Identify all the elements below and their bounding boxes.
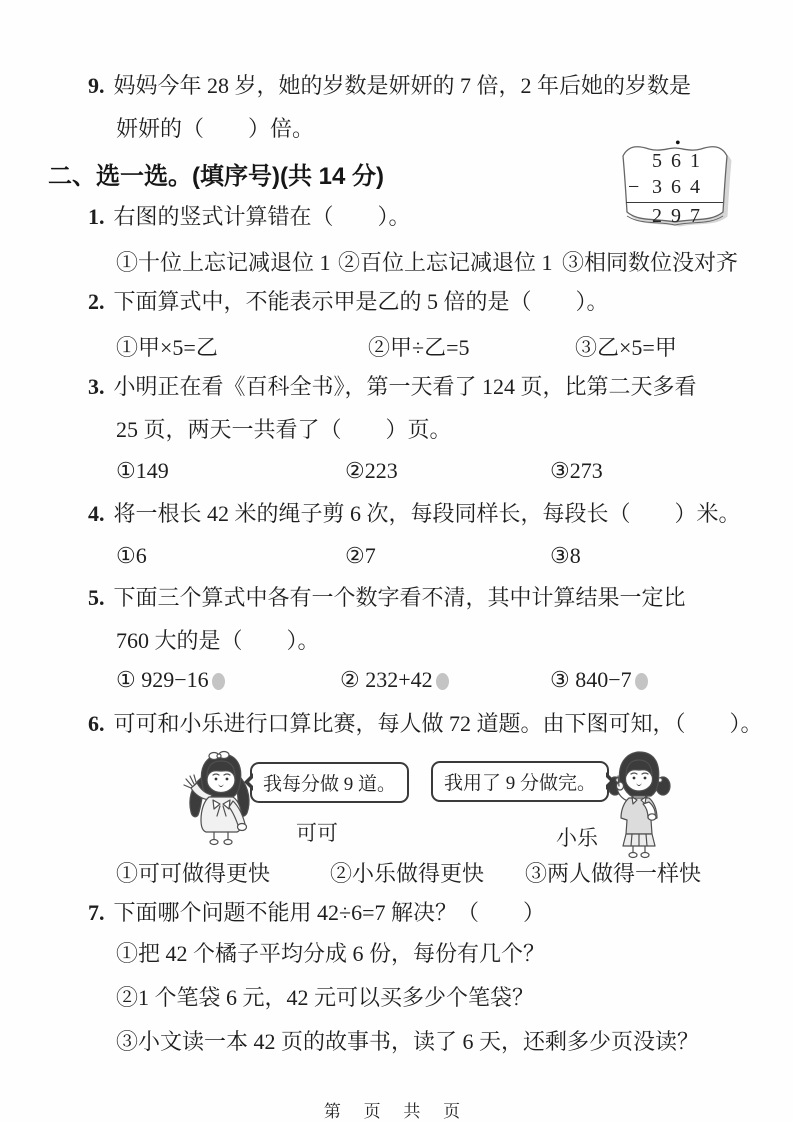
question-5-text: 下面三个算式中各有一个数字看不清，其中计算结果一定比	[113, 585, 686, 610]
question-4-option-1: ①6	[116, 543, 147, 568]
question-2: 2. 下面算式中，不能表示甲是乙的 5 倍的是（ ）。	[88, 289, 609, 314]
page-footer: 第 页 共 页	[323, 1102, 470, 1121]
question-9-text: 妈妈今年 28 岁，她的岁数是妍妍的 7 倍，2 年后她的岁数是	[113, 73, 692, 98]
question-1-text: 右图的竖式计算错在（ ）。	[113, 204, 411, 229]
question-1-option-2: ②百位上忘记减退位 1	[338, 250, 553, 275]
girl-keke-name: 可可	[296, 821, 338, 845]
speech-bubble-xiaole: 我用了 9 分做完。	[431, 761, 609, 802]
minus-sign: −	[628, 176, 640, 198]
vertical-subtraction-book-figure	[613, 134, 735, 238]
question-4: 4. 将一根长 42 米的绳子剪 6 次，每段同样长，每段长（ ）米。	[88, 501, 741, 526]
question-3-line-1: 3. 小明正在看《百科全书》，第一天看了 124 页，比第二天多看	[88, 374, 697, 399]
question-7-option-2: ②1 个笔袋 6 元，42 元可以买多少个笔袋？	[116, 985, 535, 1010]
question-9-number: 9.	[88, 73, 105, 98]
question-5-line-2: 760 大的是（ ）。	[116, 628, 320, 653]
obscured-digit-blob	[212, 673, 225, 690]
question-5-line-1: 5. 下面三个算式中各有一个数字看不清，其中计算结果一定比	[88, 585, 686, 610]
question-3-option-2: ②223	[345, 458, 398, 483]
question-1: 1. 右图的竖式计算错在（ ）。	[88, 204, 411, 229]
question-5-option-1: ① 929−16	[116, 667, 225, 693]
question-7: 7. 下面哪个问题不能用 42÷6=7 解决？（ ）	[88, 900, 545, 925]
section-2-header: 二、选一选。(填序号)(共 14 分)	[48, 163, 384, 190]
obscured-digit-blob	[436, 673, 449, 690]
minuend-row: 561	[652, 150, 709, 172]
difference-row: 297	[652, 205, 709, 227]
question-3-option-1: ①149	[116, 458, 169, 483]
question-4-text: 将一根长 42 米的绳子剪 6 次，每段同样长，每段长（ ）米。	[113, 501, 741, 526]
question-6-option-3: ③两人做得一样快	[525, 861, 702, 886]
question-7-text: 下面哪个问题不能用 42÷6=7 解决？（ ）	[113, 900, 545, 925]
question-4-option-2: ②7	[345, 543, 376, 568]
question-5-option-2: ② 232+42	[340, 667, 449, 693]
question-1-option-3: ③相同数位没对齐	[562, 250, 739, 275]
obscured-digit-blob	[635, 673, 648, 690]
question-1-option-1: ①十位上忘记减退位 1	[116, 250, 331, 275]
question-2-option-3: ③乙×5=甲	[575, 335, 677, 360]
question-2-text: 下面算式中，不能表示甲是乙的 5 倍的是（ ）。	[113, 289, 609, 314]
question-4-option-3: ③8	[550, 543, 581, 568]
question-7-option-1: ①把 42 个橘子平均分成 6 份，每份有几个？	[116, 941, 546, 966]
question-7-option-3: ③小文读一本 42 页的故事书，读了 6 天，还剩多少页没读？	[116, 1029, 700, 1054]
question-5-option-3: ③ 840−7	[550, 667, 648, 693]
question-9-line-2: 妍妍的（ ）倍。	[116, 116, 315, 141]
question-6-text: 可可和小乐进行口算比赛，每人做 72 道题。由下图可知，（ ）。	[113, 711, 763, 736]
question-6: 6. 可可和小乐进行口算比赛，每人做 72 道题。由下图可知，（ ）。	[88, 711, 763, 736]
subtrahend-row: 364	[652, 176, 709, 198]
question-3-option-3: ③273	[550, 458, 603, 483]
equals-rule	[626, 202, 723, 203]
question-3-text: 小明正在看《百科全书》，第一天看了 124 页，比第二天多看	[113, 374, 697, 399]
question-2-option-1: ①甲×5=乙	[116, 335, 218, 360]
girl-xiaole-name: 小乐	[556, 826, 598, 850]
question-6-option-2: ②小乐做得更快	[330, 861, 485, 886]
question-2-option-2: ②甲÷乙=5	[368, 335, 470, 360]
question-6-option-1: ①可可做得更快	[116, 861, 271, 886]
speech-bubble-keke: 我每分做 9 道。	[250, 762, 409, 803]
question-3-line-2: 25 页，两天一共看了（ ）页。	[116, 417, 452, 442]
borrow-dot: •	[675, 135, 681, 152]
question-9-line-1	[88, 73, 691, 99]
